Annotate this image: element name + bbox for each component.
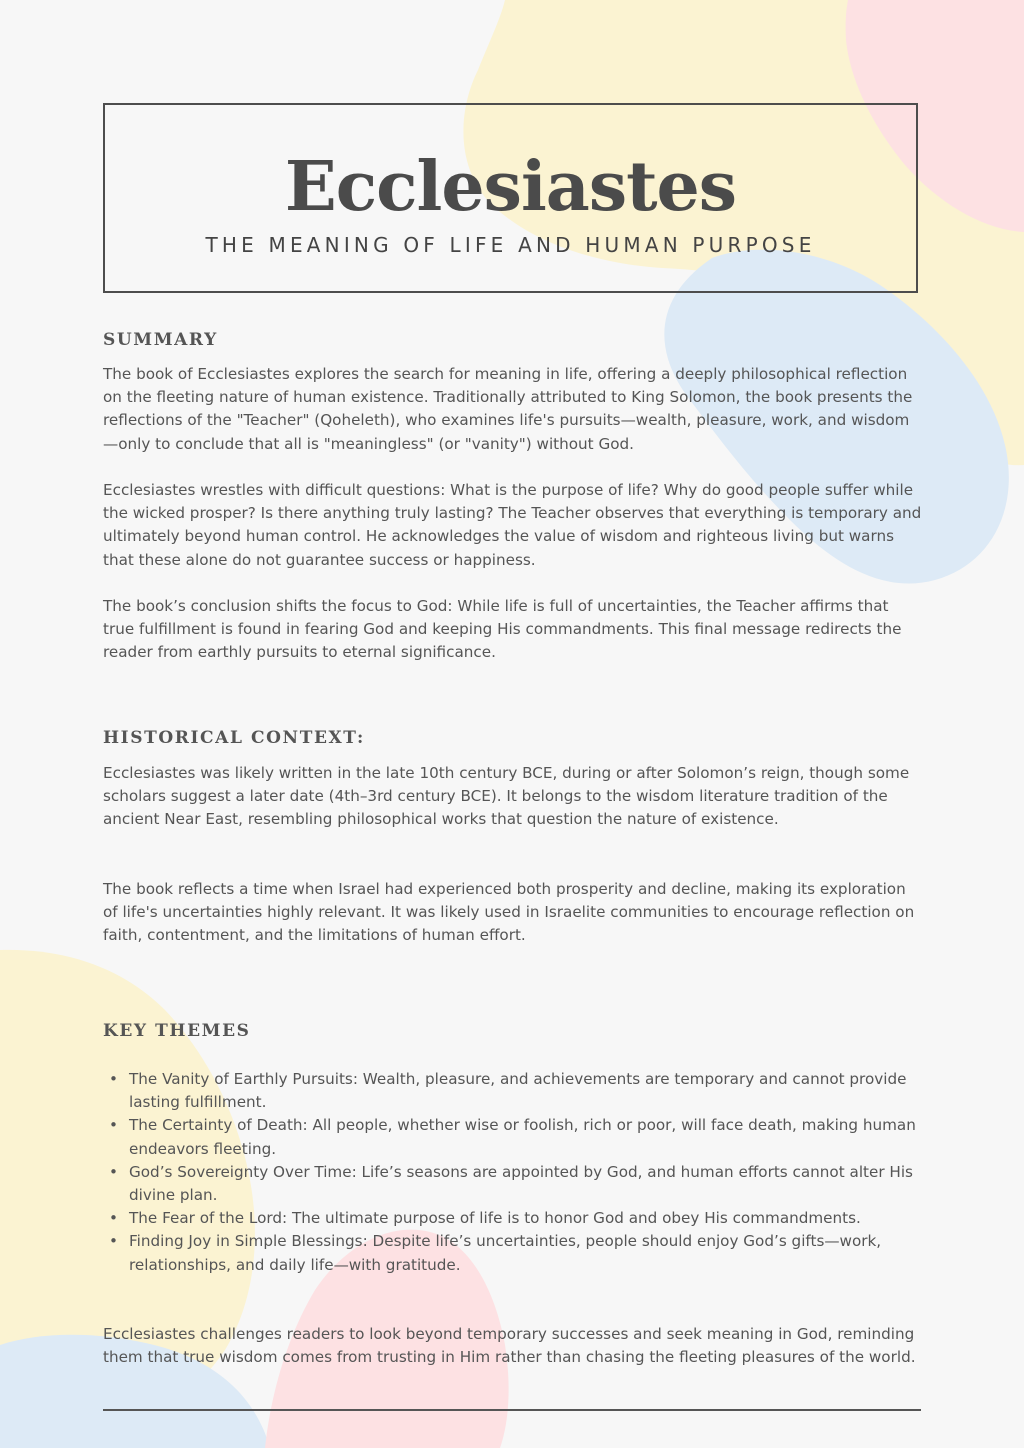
- list-item: [103, 1068, 918, 1114]
- summary-paragraph-2: Ecclesiastes wrestles with difficult questions: What is the purpose of life? Why do good people suffer while the wicked prosper? Is there anything truly lasting? The Teacher observes that everything is temporary and ultimately beyond human control. He acknowledges the value of wisdom and righteous living but warns that these alone do not guarantee success or happiness.: [103, 481, 922, 569]
- historical-paragraph-1: Ecclesiastes was likely written in the late 10th century BCE, during or after Solomon’s reign, though some scholars suggest a later date (4th–3rd century BCE). It belongs to the wisdom literature tradition of the ancient Near East, resembling philosophical works that question the nature of existence.: [103, 764, 910, 829]
- historical-context-heading: HISTORICAL CONTEXT:: [103, 728, 365, 748]
- bullet-icon: •: [109, 1070, 118, 1088]
- bullet-icon: •: [109, 1162, 118, 1181]
- closing-paragraph: Ecclesiastes challenges readers to look beyond temporary successes and seek meaning in God, reminding them that true wisdom comes from trusting in Him rather than chasing the fleeting pleasures of the world.: [103, 1325, 916, 1367]
- list-item-text: God’s Sovereignty Over Time: Life’s seasons are appointed by God, and human efforts cannot alter His divine plan.: [129, 1162, 913, 1205]
- historical-paragraph-2: The book reflects a time when Israel had experienced both prosperity and decline, making its exploration of life's uncertainties highly relevant. It was likely used in Israelite communities to encourage reflection on faith, contentment, and the limitations of human effort.: [103, 880, 915, 945]
- list-item: [103, 1161, 918, 1207]
- list-item: [103, 1114, 918, 1160]
- list-item-text: The Vanity of Earthly Pursuits: Wealth, pleasure, and achievements are temporary and cannot provide lasting fulfillment.: [129, 1070, 907, 1112]
- summary-heading: SUMMARY: [103, 330, 218, 350]
- bullet-icon: •: [109, 1209, 118, 1228]
- bullet-icon: •: [109, 1116, 118, 1135]
- document-subtitle: THE MEANING OF LIFE AND HUMAN PURPOSE: [205, 233, 816, 257]
- summary-paragraph-3: The book’s conclusion shifts the focus to God: While life is full of uncertainties, the Teacher affirms that true fulfillment is found in fearing God and keeping His commandments. This final message redirects the reader from earthly pursuits to eternal significance.: [103, 597, 902, 662]
- key-themes-list: [103, 1068, 918, 1277]
- document-title: Ecclesiastes: [284, 147, 737, 227]
- list-item: [103, 1207, 918, 1230]
- bullet-icon: •: [109, 1232, 118, 1251]
- list-item-text: The Certainty of Death: All people, whether wise or foolish, rich or poor, will face death, making human endeavors fleeting.: [129, 1116, 916, 1158]
- summary-paragraph-1: The book of Ecclesiastes explores the search for meaning in life, offering a deeply philosophical reflection on the fleeting nature of human existence. Traditionally attributed to King Solomon, the book presents the reflections of the "Teacher" (Qoheleth), who examines life's pursuits—wealth, pleasure, work, and wisdom—only to conclude that all is "meaningless" (or "vanity") without God.: [103, 365, 913, 453]
- list-item: [103, 1230, 918, 1276]
- list-item-text: Finding Joy in Simple Blessings: Despite life’s uncertainties, people should enjoy God’s gifts—work, relationships, and daily life—with gratitude.: [129, 1232, 882, 1274]
- bottom-divider: [103, 1409, 921, 1411]
- list-item-text: The Fear of the Lord: The ultimate purpose of life is to honor God and obey His commandments.: [129, 1209, 861, 1228]
- key-themes-heading: KEY THEMES: [103, 1021, 251, 1041]
- title-frame: [103, 103, 918, 293]
